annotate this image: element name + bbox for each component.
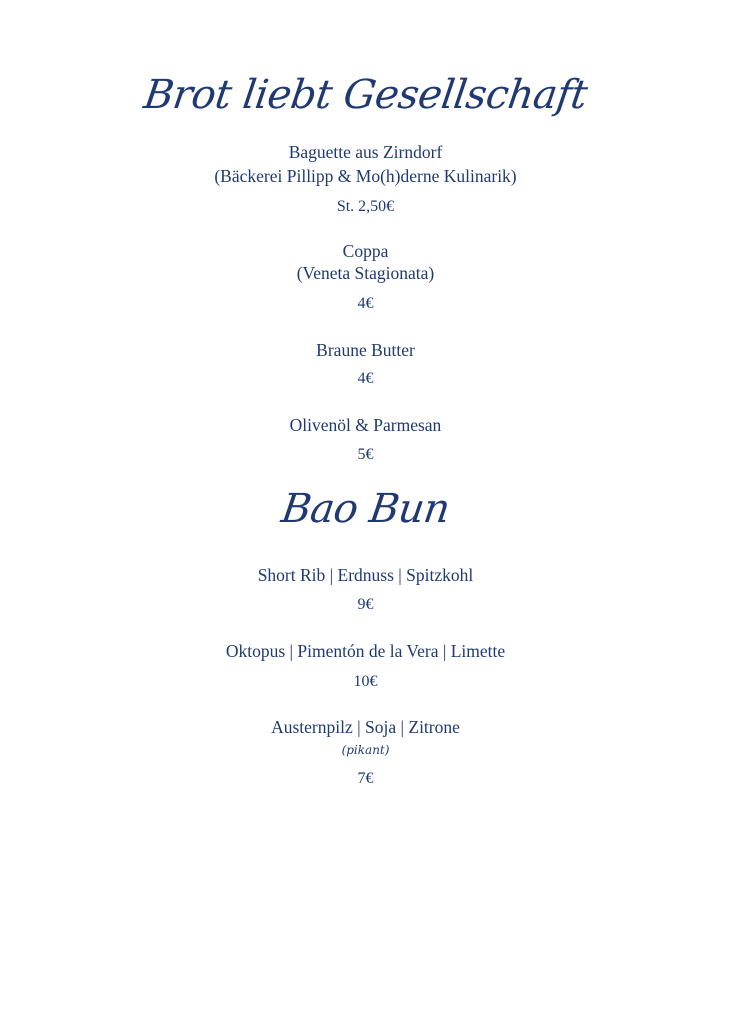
menu-item-name: Braune Butter xyxy=(316,340,415,360)
section-heading-brot: Brot liebt Gesellschaft xyxy=(141,72,590,118)
menu-item-note: (pikant) xyxy=(341,743,390,757)
menu-item-subtitle: (Veneta Stagionata) xyxy=(296,263,435,283)
menu-item-name: Baguette aus Zirndorf xyxy=(288,142,443,162)
menu-item-name: Short Rib | Erdnuss | Spitzkohl xyxy=(257,565,474,585)
menu-item-price: 4€ xyxy=(357,295,374,312)
menu-item-name: Austernpilz | Soja | Zitrone xyxy=(271,717,460,737)
menu-item-price: 9€ xyxy=(357,596,374,613)
menu-item-price: St. 2,50€ xyxy=(336,198,395,215)
menu-item-price: 10€ xyxy=(353,673,378,690)
menu-item-name: Coppa xyxy=(342,241,389,261)
menu-item-subtitle: (Bäckerei Pillipp & Mo(h)derne Kulinarik) xyxy=(214,166,517,186)
section-heading-bao: Bao Bun xyxy=(278,486,453,532)
menu-item-price: 4€ xyxy=(357,370,374,387)
menu-item-name: Oktopus | Pimentón de la Vera | Limette xyxy=(225,641,506,661)
menu-item-price: 5€ xyxy=(357,446,374,463)
menu-item-price: 7€ xyxy=(357,770,374,787)
menu-item-name: Olivenöl & Parmesan xyxy=(289,415,442,435)
